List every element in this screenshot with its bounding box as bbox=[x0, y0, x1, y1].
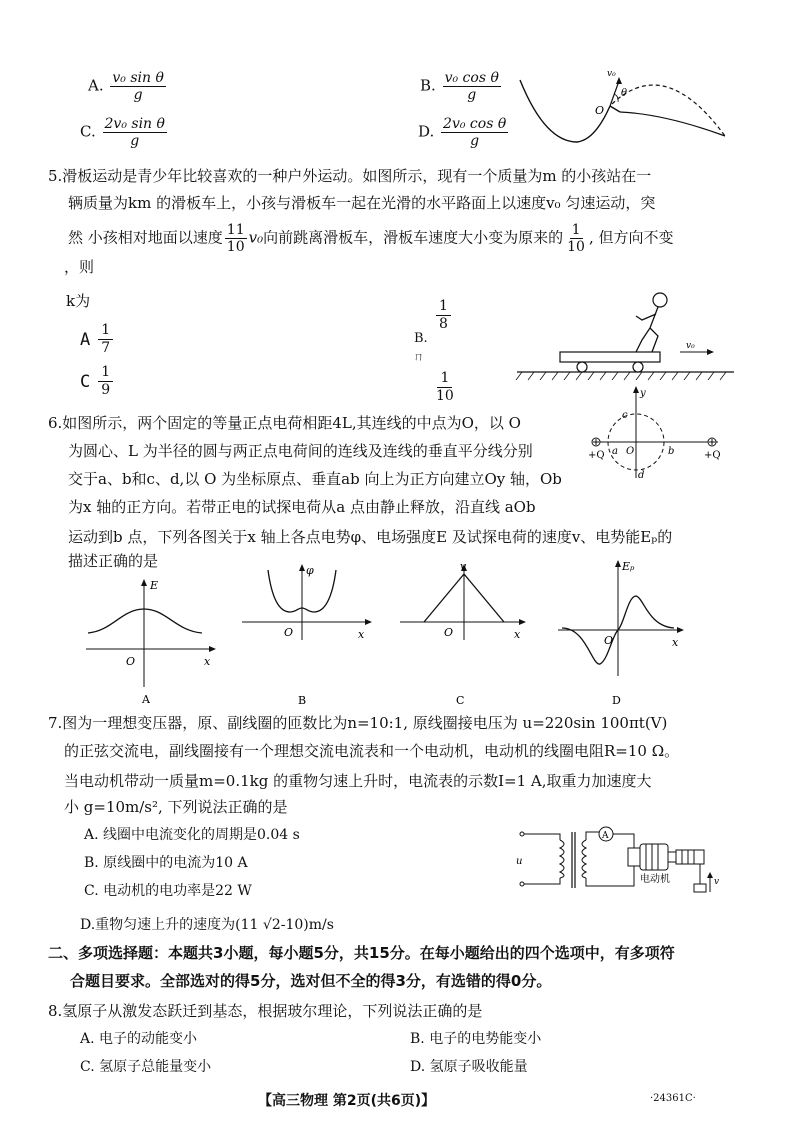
svg-text:v₀: v₀ bbox=[686, 341, 695, 351]
svg-text:O: O bbox=[595, 104, 605, 117]
svg-text:Eₚ: Eₚ bbox=[622, 560, 635, 573]
svg-text:φ: φ bbox=[306, 564, 314, 577]
q7-line4: 小 g=10m/s², 下列说法正确的是 bbox=[64, 798, 288, 816]
q7-option-d: D.重物匀速上升的速度为(11 √2-10)m/s bbox=[80, 917, 334, 933]
svg-text:y: y bbox=[640, 388, 646, 399]
q8-option-a: A. 电子的动能变小 bbox=[80, 1031, 198, 1047]
q7-line3: 当电动机带动一质量m=0.1kg 的重物匀速上升时，电流表的示数I=1 A,取重力加速度大 bbox=[64, 772, 652, 790]
q4-option-a: A. $\frac{\text{v₀ sin θ}}{g}$ bbox=[88, 70, 164, 103]
svg-text:θ: θ bbox=[621, 88, 628, 99]
q5-line3: 然 小孩相对地面以速度 $\frac{11}{10}$ v₀向前跳离滑板车，滑板车速度大小变为原来的 $\frac{1}{10}$ , 但方向不变 bbox=[68, 222, 674, 255]
section2-header-line1: 二、多项选择题：本题共3小题，每小题5分，共15分。在每小题给出的四个选项中，有多项符 bbox=[48, 944, 675, 962]
q5-option-c: C 1 9 bbox=[80, 364, 113, 399]
q7-line1: 7.图为一理想变压器，原、副线圈的匝数比为n=10:1, 原线圈接电压为 u=220sin 100πt(V) bbox=[48, 714, 668, 732]
svg-text:电动机: 电动机 bbox=[640, 874, 670, 885]
q5-line4: ，则 bbox=[64, 258, 95, 276]
q5-line2: 辆质量为km 的滑板车上，小孩与滑板车一起在光滑的水平路面上以速度v₀ 匀速运动，突 bbox=[68, 194, 656, 212]
svg-text:v: v bbox=[714, 877, 720, 887]
q6-graph-b bbox=[240, 560, 375, 705]
svg-text:b: b bbox=[668, 446, 675, 457]
q6-line1: 6.如图所示，两个固定的等量正点电荷相距4L,其连线的中点为O，以 O bbox=[48, 414, 521, 432]
q4-option-d: D. $\frac{\text{2v₀ cos θ}}{g}$ bbox=[418, 116, 507, 149]
q4-option-b: B. $\frac{\text{v₀ cos θ}}{g}$ bbox=[420, 70, 499, 103]
q7-option-b: B. 原线圈中的电流为10 A bbox=[84, 855, 248, 871]
q6-line2: 为圆心、L 为半径的圆与两正点电荷间的连线及连线的垂直平分线分别 bbox=[68, 442, 533, 460]
svg-text:x: x bbox=[204, 655, 211, 668]
page-footer-title: 【高三物理 第2页(共6页)】 bbox=[258, 1093, 436, 1109]
svg-text:v₀: v₀ bbox=[607, 69, 616, 79]
svg-text:O: O bbox=[444, 626, 454, 639]
q7-option-c: C. 电动机的电功率是22 W bbox=[84, 883, 252, 899]
q6-line4: 为x 轴的正方向。若带正电的试探电荷从a 点由静止释放，沿直线 aOb bbox=[68, 498, 536, 516]
q6-line3: 交于a、b和c、d,以 O 为坐标原点、垂直ab 向上为正方向建立Oy 轴，Ob bbox=[68, 470, 562, 488]
svg-text:O: O bbox=[126, 655, 136, 668]
q6-graph-a bbox=[82, 575, 217, 705]
q6-graph-c bbox=[398, 560, 533, 705]
q7-option-a: A. 线圈中电流变化的周期是0.04 s bbox=[84, 827, 300, 843]
q6-charges-figure bbox=[586, 386, 726, 480]
q5-option-a: A 1 7 bbox=[80, 322, 113, 357]
q6-line5: 运动到b 点，下列各图关于x 轴上各点电势φ、电场强度E 及试探电荷的速度v、电势能Eₚ的 bbox=[68, 528, 673, 546]
svg-text:u: u bbox=[516, 856, 523, 867]
svg-text:O: O bbox=[604, 634, 614, 647]
svg-text:O: O bbox=[626, 446, 635, 457]
svg-text:D: D bbox=[612, 694, 621, 705]
q8-option-b: B. 电子的电势能变小 bbox=[410, 1031, 542, 1047]
svg-text:C: C bbox=[456, 694, 465, 705]
svg-text:E: E bbox=[150, 579, 159, 592]
q5-line1: 5.滑板运动是青少年比较喜欢的一种户外运动。如图所示，现有一个质量为m 的小孩站在一 bbox=[48, 167, 652, 185]
q4-projectile-figure bbox=[515, 64, 730, 146]
q8-option-c: C. 氢原子总能量变小 bbox=[80, 1059, 212, 1075]
q8-stem: 8.氢原子从激发态跃迁到基态，根据玻尔理论，下列说法正确的是 bbox=[48, 1002, 483, 1020]
svg-text:d: d bbox=[638, 470, 645, 480]
svg-text:A: A bbox=[142, 693, 150, 705]
q4-option-c: C. $\frac{\text{2v₀ sin θ}}{g}$ bbox=[80, 116, 165, 149]
svg-text:B: B bbox=[298, 694, 307, 705]
svg-text:x: x bbox=[514, 628, 521, 641]
q5-option-d-fraction: $\frac{1}{10}$ bbox=[436, 370, 454, 404]
svg-text:O: O bbox=[284, 626, 294, 639]
q7-line2: 的正弦交流电，副线圈接有一个理想交流电流表和一个电动机，电动机的线圈电阻R=10 Ω。 bbox=[64, 742, 680, 760]
svg-text:x: x bbox=[672, 636, 679, 649]
svg-text:A: A bbox=[602, 831, 609, 841]
section2-header-line2: 合题目要求。全部选对的得5分，选对但不全的得3分，有选错的得0分。 bbox=[70, 972, 552, 990]
svg-text:x: x bbox=[358, 628, 365, 641]
svg-text:+Q: +Q bbox=[704, 450, 721, 461]
q5-option-b-fraction: $\frac{1}{8}$ bbox=[436, 294, 451, 333]
q5-skateboard-figure bbox=[512, 290, 737, 382]
q7-transformer-figure bbox=[512, 826, 722, 896]
q6-graph-d bbox=[556, 556, 691, 705]
q5-option-d-label: ㄇ bbox=[413, 350, 424, 363]
q5-line5: k为 bbox=[66, 292, 91, 310]
q8-option-d: D. 氢原子吸收能量 bbox=[410, 1059, 528, 1075]
svg-text:v: v bbox=[460, 560, 467, 573]
page-footer-code: ·24361C· bbox=[650, 1093, 696, 1104]
q6-line6: 描述正确的是 bbox=[68, 552, 159, 570]
svg-text:+Q: +Q bbox=[588, 450, 605, 461]
q5-option-b-label: B. bbox=[414, 331, 428, 346]
svg-text:c: c bbox=[622, 410, 628, 421]
svg-text:a: a bbox=[612, 446, 618, 457]
